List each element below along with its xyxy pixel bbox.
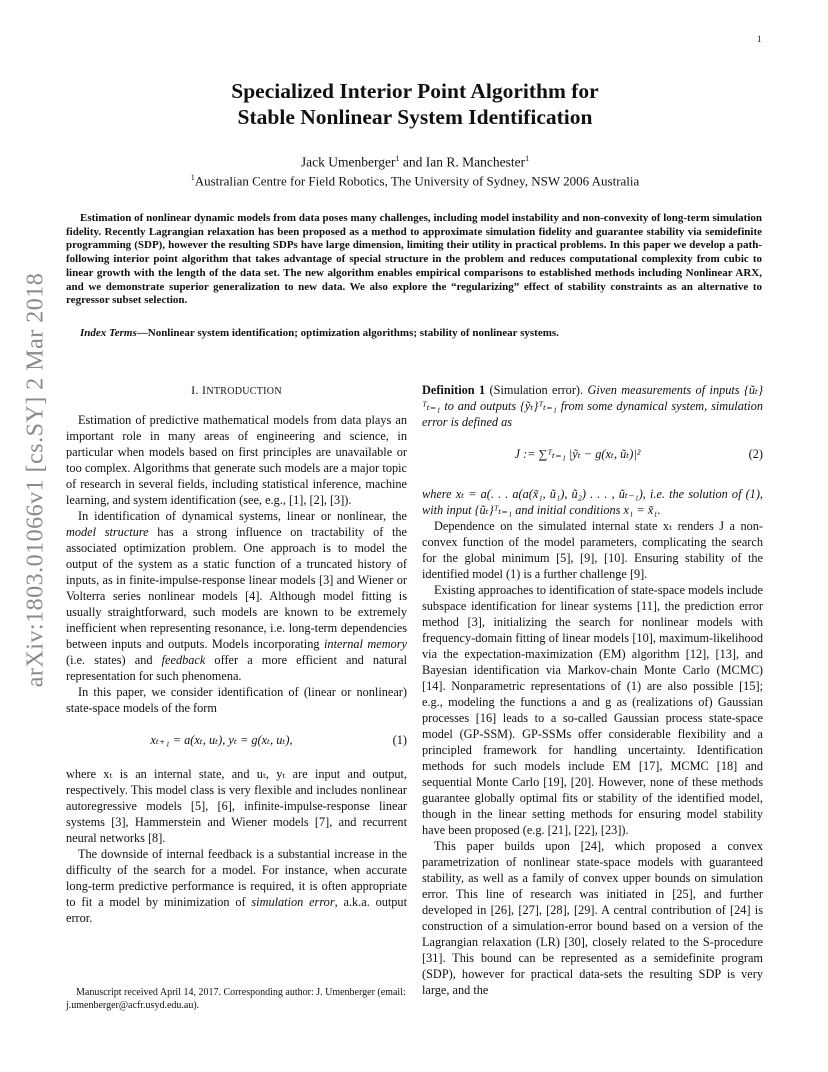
emphasis-text: feedback bbox=[161, 653, 206, 667]
title-line-2: Stable Nonlinear System Identification bbox=[237, 105, 593, 129]
right-paragraph-2: Existing approaches to identification of state-space models include subspace identification for linear systems [11], the prediction error method [3], initializing the search for nonlinear models with frequency-domain fitting of linear models [10], maximum-likelihood via the expectation-maximization (EM) algorithm [12], [13], and Bayesian identification via Markov-chain Monte Carlo (MCMC) [14]. Nonparametric representations of (1) are also possible [15]; e.g., modeling the functions a and g as (realizations of) Gaussian processes [16] leads to a so-called Gaussian process state-space model (GP-SSM). GP-SSMs offer considerable flexibility and a principled framework for handling uncertainty. Identification methods for such models include EM [17], MCMC [18] and sequential Monte Carlo [19], [20]. However, none of these methods guarantee globally optimal fits or stability of the identified model, though in the linear setting methods for ensuring model stability have been proposed (e.g. [21], [22], [23]). bbox=[422, 583, 763, 837]
emphasis-text: internal memory bbox=[324, 637, 408, 651]
index-terms-text: —Nonlinear system identification; optimization algorithms; stability of nonlinear systems. bbox=[136, 327, 559, 339]
intro-paragraph-1: Estimation of predictive mathematical models from data plays an important role in many areas of engineering and science, in particular when models based on first principles are unavailable or too complex. Algorithms that generate such models are a major topic of research in several fields, including statistical inference, machine learning, and system identification (see, e.g., [1], [2], [3]). bbox=[66, 413, 407, 507]
equation-1-number: (1) bbox=[392, 733, 407, 747]
index-terms bbox=[66, 326, 762, 340]
equation-1 bbox=[66, 722, 407, 760]
text-span: The downside of internal feedback is a substantial increase in the difficulty of the search for a model. For instance, when accurate long-term predictive performance is required, it is often appropriate to fit a model by minimization of bbox=[66, 847, 407, 909]
definition-1 bbox=[422, 382, 763, 430]
intro-paragraph-2 bbox=[66, 508, 407, 684]
intro-paragraph-3: In this paper, we consider identification of (linear or nonlinear) state-space models of the form bbox=[66, 685, 407, 715]
arxiv-side-stamp: arXiv:1803.01066v1 [cs.SY] 2 Mar 2018 bbox=[22, 272, 49, 688]
section-heading-introduction bbox=[66, 382, 407, 400]
affiliation-mark: 1 bbox=[190, 173, 195, 182]
equation-2-number: (2) bbox=[748, 447, 763, 461]
equation-1-body: xₜ₊₁ = a(xₜ, uₜ), yₜ = g(xₜ, uₜ), bbox=[150, 733, 293, 747]
definition-after-text: where xₜ = a(. . . a(a(x̃₁, ũ₁), ũ₂) . . . , ũₜ₋₁), i.e. the solution of (1), with input {ũₜ}ᵀₜ₌₁ and initial conditions x₁ = x̃₁. bbox=[422, 487, 763, 517]
affiliation bbox=[60, 173, 770, 189]
author-list bbox=[60, 154, 770, 171]
text-span: In identification of dynamical systems, linear or nonlinear, the bbox=[78, 509, 407, 523]
text-span: offer a more efficient and natural representation for such phenomena. bbox=[66, 653, 407, 683]
left-column bbox=[66, 382, 407, 926]
definition-text: Given measurements of inputs {ũₜ}ᵀₜ₌₁ to and outputs {ỹₜ}ᵀₜ₌₁ from some dynamical system, simulation error is defined as bbox=[422, 383, 764, 429]
equation-2-body: J := ∑ᵀₜ₌₁ |ỹₜ − g(xₜ, ũₜ)|² bbox=[514, 447, 641, 461]
text-span: has a strong influence on tractability of the associated optimization problem. One approach is to model the output of the system as a static function of a truncated history of inputs, as in finite-impulse-response linear models [3] and Wiener or Volterra series nonlinear models [4]. Although model fitting is usually straightforward, such models are known to be extremely inefficient when representing resonance, i.e. long-term dependencies between inputs and outputs. Models incorporating bbox=[66, 525, 408, 651]
author-name: Jack Umenberger bbox=[300, 154, 396, 170]
emphasis-text: model structure bbox=[66, 525, 149, 539]
author-conjunction: and bbox=[399, 154, 426, 170]
definition-continuation bbox=[422, 486, 763, 518]
abstract: Estimation of nonlinear dynamic models from data poses many challenges, including model instability and non-convexity of long-term simulation fidelity. Recently Lagrangian relaxation has been proposed as a method to approximate simulation fidelity and guarantee stability via semidefinite programming (SDP), however the resulting SDPs have large dimension, limiting their utility in practical problems. In this paper we develop a path-following interior point algorithm that takes advantage of special structure in the problem and reduces computational complexity from cubic to linear growth with the length of the data set. The new algorithm enables empirical comparisons to established methods including Nonlinear ARX, and we demonstrate superior generalization to new data. We also explore the “regularizing” effect of stability constraints as an alternative to regressor subset selection. bbox=[66, 212, 762, 307]
title-line-1: Specialized Interior Point Algorithm for bbox=[231, 79, 599, 103]
definition-name: (Simulation error). bbox=[485, 383, 588, 397]
section-title-initial: I bbox=[202, 383, 207, 397]
emphasis-text: simulation error bbox=[251, 895, 335, 909]
right-paragraph-1: Dependence on the simulated internal state xₜ renders J a non-convex function of the model parameters, complicating the search for the global minimum [5], [9], [10]. Ensuring stability of the identified model (1) is a further challenge [9]. bbox=[422, 519, 763, 581]
index-terms-label: Index Terms bbox=[80, 327, 137, 339]
right-column bbox=[422, 382, 763, 998]
author-name: Ian R. Manchester bbox=[425, 154, 526, 170]
section-title-rest: NTRODUCTION bbox=[206, 386, 282, 397]
author-affiliation-mark: 1 bbox=[395, 154, 400, 163]
equation-2 bbox=[422, 436, 763, 480]
page-number: 1 bbox=[757, 34, 762, 44]
intro-paragraph-4: where xₜ is an internal state, and uₜ, yₜ are input and output, respectively. This model class is very flexible and includes nonlinear autoregressive models [5], [6], infinite-impulse-response linear systems [3], Hammerstein and Wiener models [7], and recurrent neural networks [8]. bbox=[66, 767, 407, 845]
text-span: , a.k.a. output error. bbox=[66, 895, 407, 925]
intro-paragraph-5 bbox=[66, 846, 407, 926]
definition-label: Definition 1 bbox=[422, 383, 486, 397]
section-number: I. bbox=[191, 383, 203, 397]
author-affiliation-mark: 1 bbox=[525, 154, 530, 163]
right-paragraph-3: This paper builds upon [24], which proposed a convex parametrization of nonlinear state-space models with guaranteed stability, as well as a family of convex upper bounds on simulation error. This line of research was initiated in [25], and further developed in [26], [27], [28], [29]. A central contribution of [24] is construction of a simulation-error bound based on a version of the Lagrangian relaxation (LR) [30], closely related to the S-procedure [31]. This bound can be represented as a semidefinite program (SDP), however for practical data-sets the resulting SDP is very large, and the bbox=[422, 839, 763, 997]
footnote: Manuscript received April 14, 2017. Corresponding author: J. Umenberger (email: j.umenberger@acfr.usyd.edu.au). bbox=[66, 987, 406, 1011]
paper-title bbox=[60, 78, 770, 130]
text-span: (i.e. states) and bbox=[66, 653, 162, 667]
affiliation-text: Australian Centre for Field Robotics, The University of Sydney, NSW 2006 Australia bbox=[194, 173, 640, 189]
